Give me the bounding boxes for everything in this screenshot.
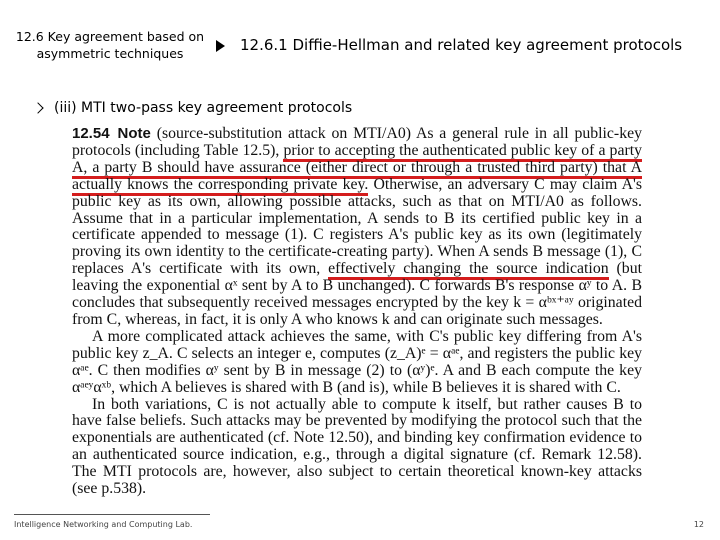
subsection-title: 12.6.1 Diffie-Hellman and related key agreement protocols <box>240 36 683 54</box>
note-paragraph-2: A more complicated attack achieves the same, with C's public key differing from A's public key z_A. C selects an integer e, computes (z_A)ᵉ = αᵃᵉ, and registers the public key αᵃᵉ. C then modifies αʸ sent by B in message (2) to (αʸ)ᵉ. A and B each compute the key αᵃᵉʸαˣᵇ, which A believes is shared with B (and is), while B believes it is shared with C. <box>72 327 642 396</box>
footer-divider <box>14 514 210 515</box>
underlined-text: effectively changing the source indication <box>328 260 609 280</box>
note-paragraph-1 <box>72 126 642 329</box>
note-paragraph-3: In both variations, C is not actually able to compute k itself, but rather causes B to have false beliefs. Such attacks may be prevented by modifying the protocol such that the exponentials are authenticated (cf. Note 12.50), and binding key confirmation evidence to an authenticated source indication, e.g., through a digital signature (cf. Remark 12.58). The MTI protocols are, however, also subject to certain theoretical known-key attacks (see p.538). <box>72 395 642 498</box>
note-label: Note <box>117 125 151 142</box>
note-number: 12.54 <box>72 125 110 142</box>
arrow-icon <box>216 40 225 52</box>
bullet-text: (iii) MTI two-pass key agreement protocols <box>54 100 353 116</box>
footer-lab-name: Intelligence Networking and Computing Lab. <box>14 520 193 529</box>
note-text: Otherwise, an adversary C may claim A's public key as its own, allowing possible attacks, such as that on MTI/A0 as follows. Assume that in a particular implementation, A sends to B its certified public key in a certificate appended to message (1). C registers A's public key as its own (legitimately proving its own identity to the certificate-creating party). When A sends B message (1), C replaces A's certificate with its own, <box>72 175 642 278</box>
bullet-item <box>34 100 352 116</box>
note-text: (source-substitution attack on MTI/A0) As a general rule in all public-key protocols (including Table 12.5), <box>72 125 642 159</box>
note-text: (but leaving the exponential αˣ sent by A to B unchanged). C forwards B's response αʸ to A. B concludes that subsequently received messages encrypted by the key k = αᵇˣ⁺ᵃʸ originated from C, whereas, in fact, it is only A who knows k and can originate such messages. <box>72 260 642 328</box>
chevron-right-icon <box>32 102 43 113</box>
note-block <box>72 126 642 498</box>
page-number: 12 <box>693 520 704 529</box>
section-title: 12.6 Key agreement based on asymmetric techniques <box>15 29 205 61</box>
underlined-text: prior to accepting the authenticated public key of a party A, a party B should have assurance (either direct or through a trusted third party) that A actually knows the corresponding private key. <box>72 142 642 196</box>
